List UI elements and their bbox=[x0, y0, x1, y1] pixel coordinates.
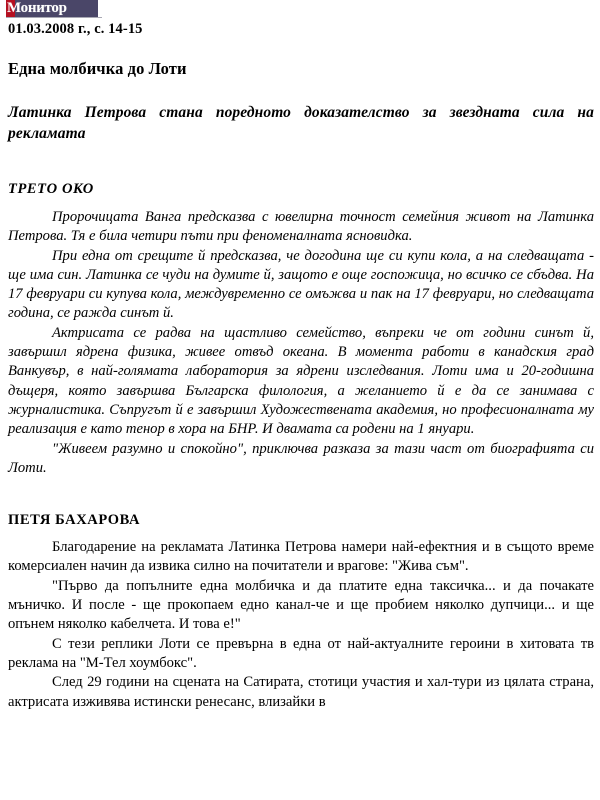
logo-wordmark: Монитор bbox=[7, 0, 67, 16]
section-heading-petya-baharova: ПЕТЯ БАХАРОВА bbox=[8, 512, 141, 529]
paragraph: С тези реплики Лоти се превърна в една от най-актуалните героини в хитовата тв реклама на "М-Тел хоумбокс". bbox=[8, 635, 594, 671]
article-title: Една молбичка до Лоти bbox=[8, 59, 187, 78]
section-body-treto-oko bbox=[8, 208, 594, 478]
masthead-rule bbox=[6, 17, 102, 18]
paragraph: Актрисата се радва на щастливо семейство, въпреки че от години синът й, завършил ядрена физика, живее отвъд океана. В момента работи в канадския град Ванкувър, в най-голямата лаборатория за ядрени изследвания. Лоти има и 20-годишна дъщеря, която завършва Българска филология, а желанието й е да се занимава с журналистика. Съпругът й е завършил Художествената академия, но професионалната му реализация е като тенор в хора на БНР. И двамата са родени на 1 януари. bbox=[8, 324, 594, 438]
masthead bbox=[6, 0, 594, 19]
section-body-petya-baharova bbox=[8, 538, 594, 712]
paragraph: Пророчицата Ванга предсказва с ювелирна точност семейния живот на Латинка Петрова. Тя е била четири пъти при феноменалната ясновидка. bbox=[8, 209, 594, 245]
section-heading-treto-oko: ТРЕТО ОКО bbox=[8, 181, 94, 197]
paragraph: Благодарение на рекламата Латинка Петрова намери най-ефектния и в същото време комерсиален начин да извика силно на почитатели и врагове: "Жива съм". bbox=[8, 539, 594, 575]
paragraph: "Живеем разумно и спокойно", приключва разказа за тази част от биографията си Лоти. bbox=[8, 440, 594, 476]
article-subtitle: Латинка Петрова стана поредното доказателство за звездната сила на рекламата bbox=[8, 104, 594, 142]
dateline: 01.03.2008 г., с. 14-15 bbox=[8, 21, 143, 37]
monitor-logo bbox=[6, 0, 98, 17]
paragraph: При една от срещите й предсказва, че догодина ще си купи кола, а на следващата - ще има син. Латинка се чуди на думите й, защото е още госпожица, но всичко се сбъдва. На 17 февруари си купува кола, междувременно се омъжва и пак на 17 февруари, но следващата година, се ражда синът й. bbox=[8, 247, 594, 322]
paragraph: "Първо да попълните една молбичка и да платите една таксичка... и да почакате мъничко. И после - ще прокопаем едно канал-че и ще пробием няколко дупчици... и ще опънем няколко кабелчета. И това е!" bbox=[8, 577, 594, 633]
paragraph: След 29 години на сцената на Сатирата, стотици участия и хал-тури из цялата страна, актрисата изживява истински ренесанс, влизайки в bbox=[8, 674, 594, 710]
